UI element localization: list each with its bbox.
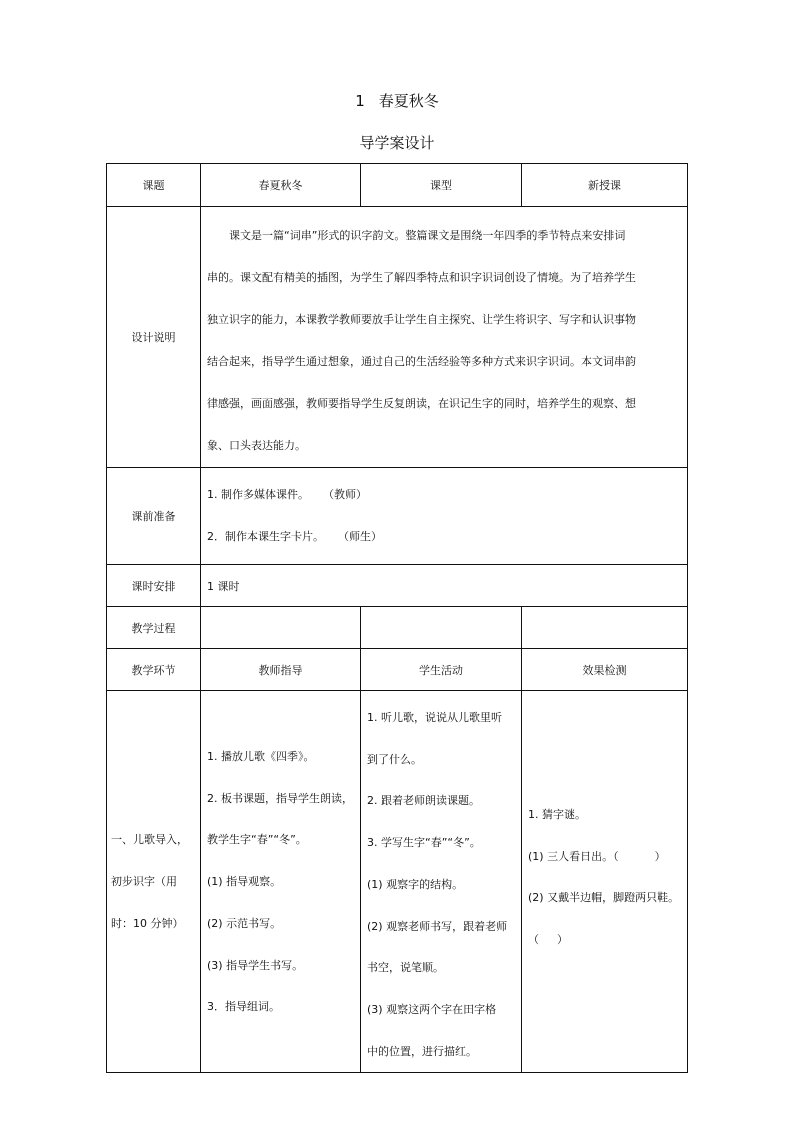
stage-line: 一、儿歌导入， xyxy=(111,832,188,846)
design-line: 律感强，画面感强，教师要指导学生反复朗读，在识记生字的同时，培养学生的观察、想 xyxy=(207,397,636,410)
process-row xyxy=(107,607,688,649)
design-label: 设计说明 xyxy=(107,207,201,468)
student-line: (2) 观察老师书写，跟着老师 xyxy=(367,919,508,933)
topic-value: 春夏秋冬 xyxy=(201,164,361,207)
teacher-line: 2. 板书课题，指导学生朗读， xyxy=(207,791,353,805)
teacher-line: 1. 播放儿歌《四季》。 xyxy=(207,750,315,763)
process-label: 教学过程 xyxy=(107,607,201,649)
design-row xyxy=(107,207,688,468)
type-value: 新授课 xyxy=(522,164,688,207)
check-question-1 xyxy=(528,836,683,878)
section-1-stage xyxy=(107,691,201,1073)
header-teacher: 教师指导 xyxy=(201,649,361,691)
prep-item-1-note: （教师） xyxy=(323,488,367,501)
document-subtitle: 导学案设计 xyxy=(359,134,435,152)
student-line: 3. 学写生字“春”“冬”。 xyxy=(367,836,481,850)
document-title xyxy=(0,90,794,111)
header-row xyxy=(107,649,688,691)
student-line: 2. 跟着老师朗读课题。 xyxy=(367,794,480,808)
teacher-line: 教学生字“春”“冬”。 xyxy=(207,833,307,847)
prep-item-2-note: （师生） xyxy=(338,530,382,543)
stage-line: 时：10 分钟） xyxy=(111,916,184,930)
lesson-plan-table xyxy=(106,163,688,1073)
student-line: 书空，说笔顺。 xyxy=(367,961,444,975)
empty-cell xyxy=(522,607,688,649)
topic-label: 课题 xyxy=(107,164,201,207)
teacher-line: (2) 示范书写。 xyxy=(207,916,282,930)
student-line: 到了什么。 xyxy=(367,752,422,766)
check-question-2: (2) 又戴半边帽，脚蹬两只鞋。 xyxy=(528,891,680,905)
check-q2-close: ） xyxy=(557,933,568,947)
section-1-teacher xyxy=(201,691,361,1073)
section-1-check xyxy=(522,691,688,1073)
section-1-student xyxy=(361,691,522,1073)
empty-cell xyxy=(201,607,361,649)
check-question-2-blank xyxy=(528,919,683,961)
student-line: (3) 观察这两个字在田字格 xyxy=(367,1002,497,1016)
teacher-line: (3) 指导学生书写。 xyxy=(207,958,304,972)
type-label: 课型 xyxy=(361,164,522,207)
prep-item-1-text: 1. 制作多媒体课件。 xyxy=(207,488,309,501)
check-q1-text: (1) 三人看日出。（ xyxy=(528,849,619,863)
design-line: 结合起来，指导学生通过想象，通过自己的生活经验等多种方式来识字识词。本文词串韵 xyxy=(207,355,636,368)
design-line: 独立识字的能力，本课教学教师要放手让学生自主探究、让学生将识字、写字和认识事物 xyxy=(207,313,636,326)
prep-row xyxy=(107,468,688,565)
design-description xyxy=(201,207,688,468)
topic-row xyxy=(107,164,688,207)
title-text: 春夏秋冬 xyxy=(378,92,439,110)
design-line: 象、口头表达能力。 xyxy=(207,439,306,452)
student-line: 中的位置，进行描红。 xyxy=(367,1044,477,1058)
header-stage: 教学环节 xyxy=(107,649,201,691)
design-line: 课文是一篇“词串”形式的识字韵文。整篇课文是围绕一年四季的季节特点来安排词 xyxy=(229,229,626,242)
stage-line: 初步识字（用 xyxy=(111,874,177,888)
header-check: 效果检测 xyxy=(522,649,688,691)
teacher-line: (1) 指导观察。 xyxy=(207,875,282,889)
section-1-row xyxy=(107,691,688,1073)
check-title: 1. 猜字谜。 xyxy=(528,808,586,821)
check-q2-open: （ xyxy=(528,933,539,947)
header-student: 学生活动 xyxy=(361,649,522,691)
prep-item-2-text: 2．制作本课生字卡片。 xyxy=(207,530,324,543)
check-q1-end: ） xyxy=(654,849,666,863)
schedule-value: 1 课时 xyxy=(201,565,688,607)
schedule-label: 课时安排 xyxy=(107,565,201,607)
student-line: 1. 听儿歌，说说从儿歌里听 xyxy=(367,711,502,724)
teacher-line: 3．指导组词。 xyxy=(207,1000,280,1014)
prep-label: 课前准备 xyxy=(107,468,201,565)
title-number: 1 xyxy=(355,92,365,110)
design-line: 串的。课文配有精美的插图，为学生了解四季特点和识字识词创设了情境。为了培养学生 xyxy=(207,271,636,284)
schedule-row xyxy=(107,565,688,607)
student-line: (1) 观察字的结构。 xyxy=(367,877,464,891)
prep-item-1 xyxy=(207,474,681,516)
prep-content xyxy=(201,468,688,565)
prep-item-2 xyxy=(207,516,681,558)
empty-cell xyxy=(361,607,522,649)
